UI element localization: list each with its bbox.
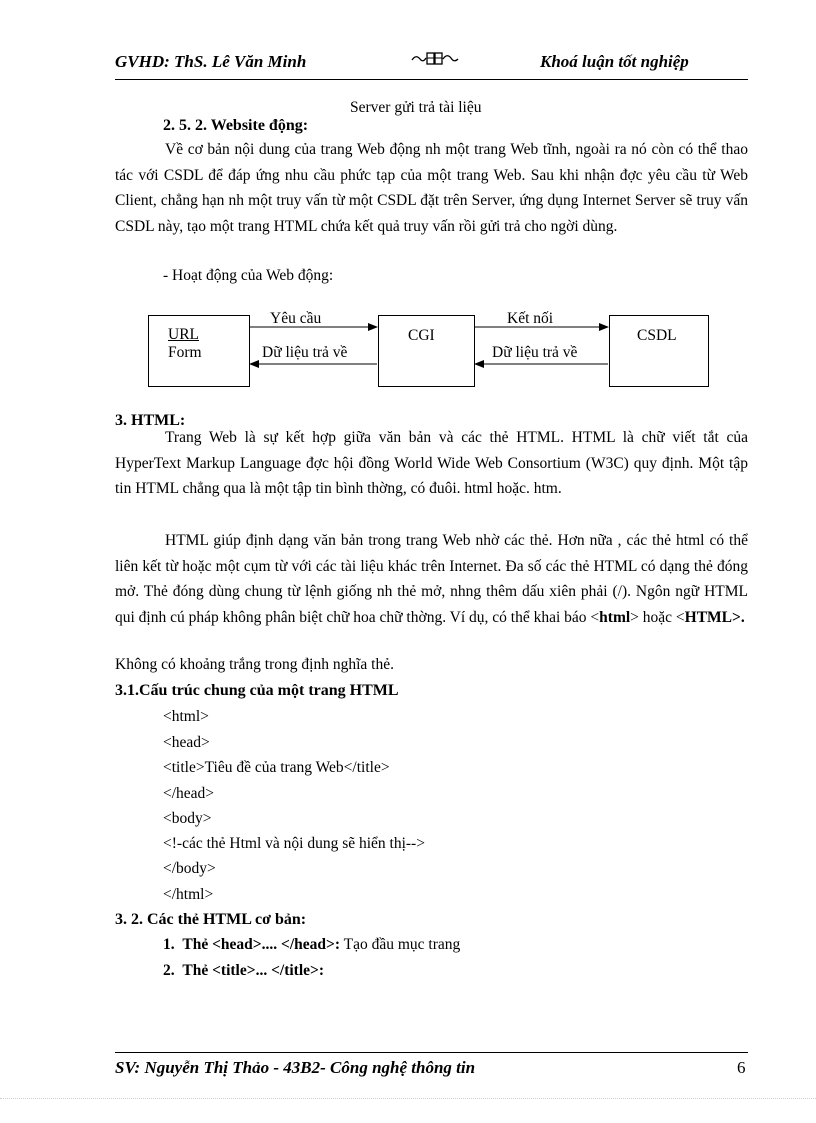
section-252-paragraph: Về cơ bản nội dung của trang Web động nh một trang Web tĩnh, ngoài ra nó còn có thể thao tác với CSDL để đáp ứng nhu cầu phức tạp của một trang Web. Sau khi nhận đợc yêu cầu từ Web Client, chẳng hạn nh một truy vấn từ một CSDL đặt trên Server, ứng dụng Internet Server sẽ truy vấn CSDL này, tạo một trang HTML chứa kết quả truy vấn rồi gửi trả cho ngời dùng. — [115, 141, 748, 235]
para2-text: HTML giúp định dạng văn bản trong trang Web nhờ các thẻ. Hơn nữa , các thẻ html có thể liên kết từ hoặc một cụm từ với các tài liệu khác trên Internet. Đa số các thẻ HTML có dạng thẻ đóng mở. Thẻ đóng dùng chung từ lệnh giống nh thẻ mở, nhng thêm dấu xiên phải (/). Ngôn ngữ HTML qui định cú pháp không phân biệt chữ hoa chữ thờng. Ví dụ, có thể khai báo < — [115, 532, 748, 626]
code-line: <!-các thẻ Html và nội dung sẽ hiển thị--> — [163, 835, 425, 852]
section-3-paragraph-1: Trang Web là sự kết hợp giữa văn bản và các thẻ HTML. HTML là chữ viết tắt của HyperText Markup Language đợc hội đồng World Wide Web Consortium (W3C) quy định. Một tập tin HTML chẳng qua là một tập tin bình thờng, có đuôi. html hoặc. htm. — [115, 429, 748, 497]
list-item-2 — [163, 962, 324, 980]
footer-left: SV: Nguyễn Thị Thảo - 43B2- Công nghệ thông tin — [115, 1058, 476, 1077]
para2-mid: > hoặc < — [630, 608, 685, 626]
arrow1-top-label: Yêu cầu — [270, 310, 322, 327]
code-line: <head> — [163, 734, 210, 751]
section-3-heading: 3. HTML: — [115, 412, 186, 429]
page-number: 6 — [737, 1058, 746, 1077]
item1-tag-close: head — [294, 936, 327, 953]
tag-html-lower: html — [599, 608, 631, 626]
item1-desc: Tạo đầu mục trang — [340, 936, 461, 953]
item1-tag-open: head — [220, 936, 253, 953]
arrow2-top-label: Kết nối — [507, 310, 554, 327]
activity-label: - Hoạt động của Web động: — [163, 267, 334, 284]
section-3-last-line: Không có khoảng trắng trong định nghĩa thẻ. — [115, 656, 394, 673]
code-line: </html> — [163, 886, 214, 903]
arrow1-bottom-label: Dữ liệu trả về — [262, 344, 348, 361]
list-item-1 — [163, 936, 460, 954]
box-csdl — [609, 315, 709, 387]
box-url-label: URL — [168, 326, 199, 343]
para2-end: >. — [732, 608, 745, 626]
section-31-heading: 3.1.Cấu trúc chung của một trang HTML — [115, 682, 399, 699]
box-csdl-label: CSDL — [637, 327, 677, 344]
item1-end: >: — [326, 936, 341, 953]
item2-number: 2. — [163, 962, 175, 979]
arrow2-bottom-label: Dữ liệu trả về — [492, 344, 578, 361]
code-line: <title>Tiêu đề của trang Web</title> — [163, 759, 390, 776]
footer-rule — [115, 1052, 748, 1053]
item1-label: Thẻ < — [182, 936, 221, 953]
section-252-heading: 2. 5. 2. Website động: — [163, 117, 309, 134]
tag-html-upper: HTML — [684, 608, 733, 626]
header-rule — [115, 79, 748, 80]
code-line: <html> — [163, 708, 209, 725]
code-line: </body> — [163, 860, 216, 877]
header-right: Khoá luận tốt nghiệp — [540, 52, 689, 71]
item2-text: Thẻ <title>... </title>: — [182, 962, 325, 979]
item1-mid: >.... </ — [252, 936, 295, 953]
box-cgi — [378, 315, 475, 387]
code-line: </head> — [163, 785, 215, 802]
box-form-label: Form — [168, 344, 202, 361]
header-left: GVHD: ThS. Lê Văn Minh — [115, 52, 307, 71]
code-line: <body> — [163, 810, 212, 827]
section-32-heading: 3. 2. Các thẻ HTML cơ bản: — [115, 911, 307, 928]
ornament-icon — [410, 50, 460, 68]
page-bottom-divider — [0, 1098, 816, 1099]
section-3-paragraph-2 — [115, 528, 748, 630]
item1-number: 1. — [163, 936, 175, 953]
box-cgi-label: CGI — [408, 327, 435, 344]
figure-caption: Server gửi trả tài liệu — [350, 99, 482, 116]
